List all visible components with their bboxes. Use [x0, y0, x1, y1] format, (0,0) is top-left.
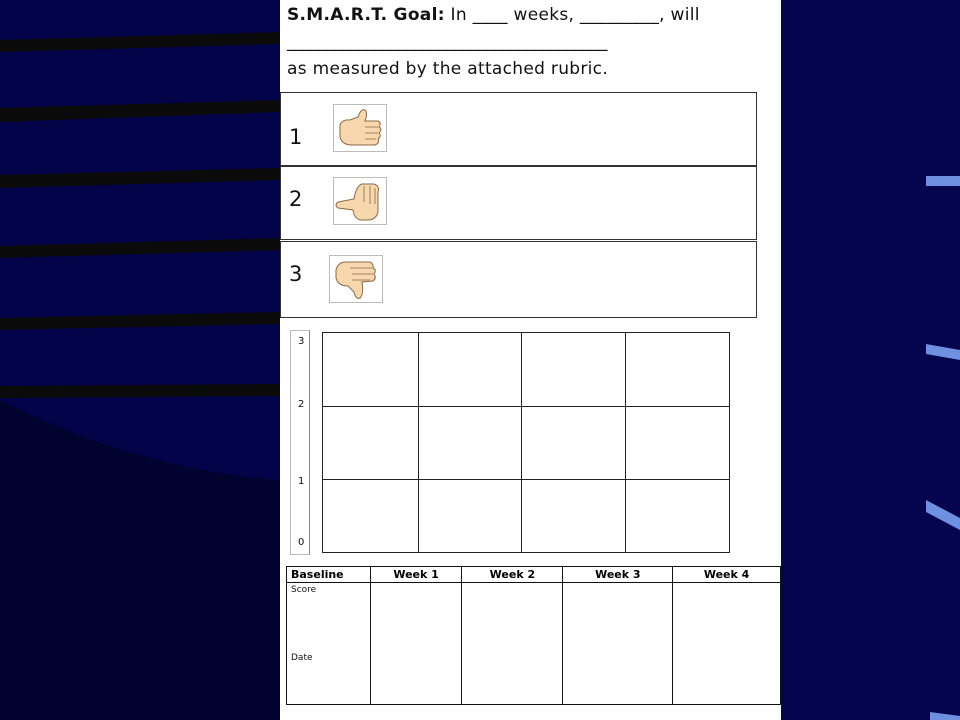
grid-cell — [322, 479, 419, 553]
col-header-week-2: Week 2 — [462, 567, 563, 583]
col-header-week-1: Week 1 — [370, 567, 462, 583]
col-header-week-4: Week 4 — [673, 567, 781, 583]
accent-mark-1 — [926, 176, 960, 186]
rubric-row-3 — [280, 241, 757, 318]
week-2-cell — [462, 583, 563, 705]
grid-cell — [625, 332, 730, 407]
thumbs-up-icon — [333, 104, 387, 152]
goal-text: In ____ weeks, _________, will — [444, 5, 700, 25]
date-label: Date — [291, 653, 313, 663]
smart-goal-statement — [287, 2, 777, 83]
grid-cell — [521, 332, 626, 407]
thumbs-down-icon — [329, 255, 383, 303]
worksheet-page — [280, 0, 781, 720]
grid-cell — [418, 332, 522, 407]
grid-cell — [521, 406, 626, 480]
graph-y-axis — [290, 330, 310, 555]
rubric-level: 3 — [289, 262, 303, 286]
grid-cell — [418, 406, 522, 480]
week-1-cell — [370, 583, 462, 705]
col-header-week-3: Week 3 — [563, 567, 673, 583]
grid-cell — [418, 479, 522, 553]
grid-cell — [521, 479, 626, 553]
goal-measure-text: as measured by the attached rubric. — [287, 59, 609, 79]
y-tick: 0 — [298, 537, 305, 548]
grid-cell — [625, 479, 730, 553]
y-tick: 1 — [298, 476, 305, 487]
y-tick: 3 — [298, 336, 305, 347]
goal-blank-line: ________________________________________ — [287, 32, 607, 52]
week-4-cell — [673, 583, 781, 705]
smart-goal-label: S.M.A.R.T. Goal: — [287, 5, 445, 25]
grid-cell — [322, 332, 419, 407]
y-tick: 2 — [298, 399, 305, 410]
grid-cell — [625, 406, 730, 480]
score-table — [286, 566, 781, 705]
rubric-level: 2 — [289, 187, 303, 211]
baseline-cell — [287, 583, 371, 705]
score-table-body-row — [287, 583, 781, 705]
week-3-cell — [563, 583, 673, 705]
score-label: Score — [291, 585, 317, 595]
thumbs-sideways-icon — [333, 177, 387, 225]
col-header-baseline: Baseline — [287, 567, 371, 583]
rubric-row-2 — [280, 166, 757, 240]
grid-cell — [322, 406, 419, 480]
score-table-header-row — [287, 567, 781, 583]
rubric-row-1 — [280, 92, 757, 166]
rubric-level: 1 — [289, 125, 303, 149]
